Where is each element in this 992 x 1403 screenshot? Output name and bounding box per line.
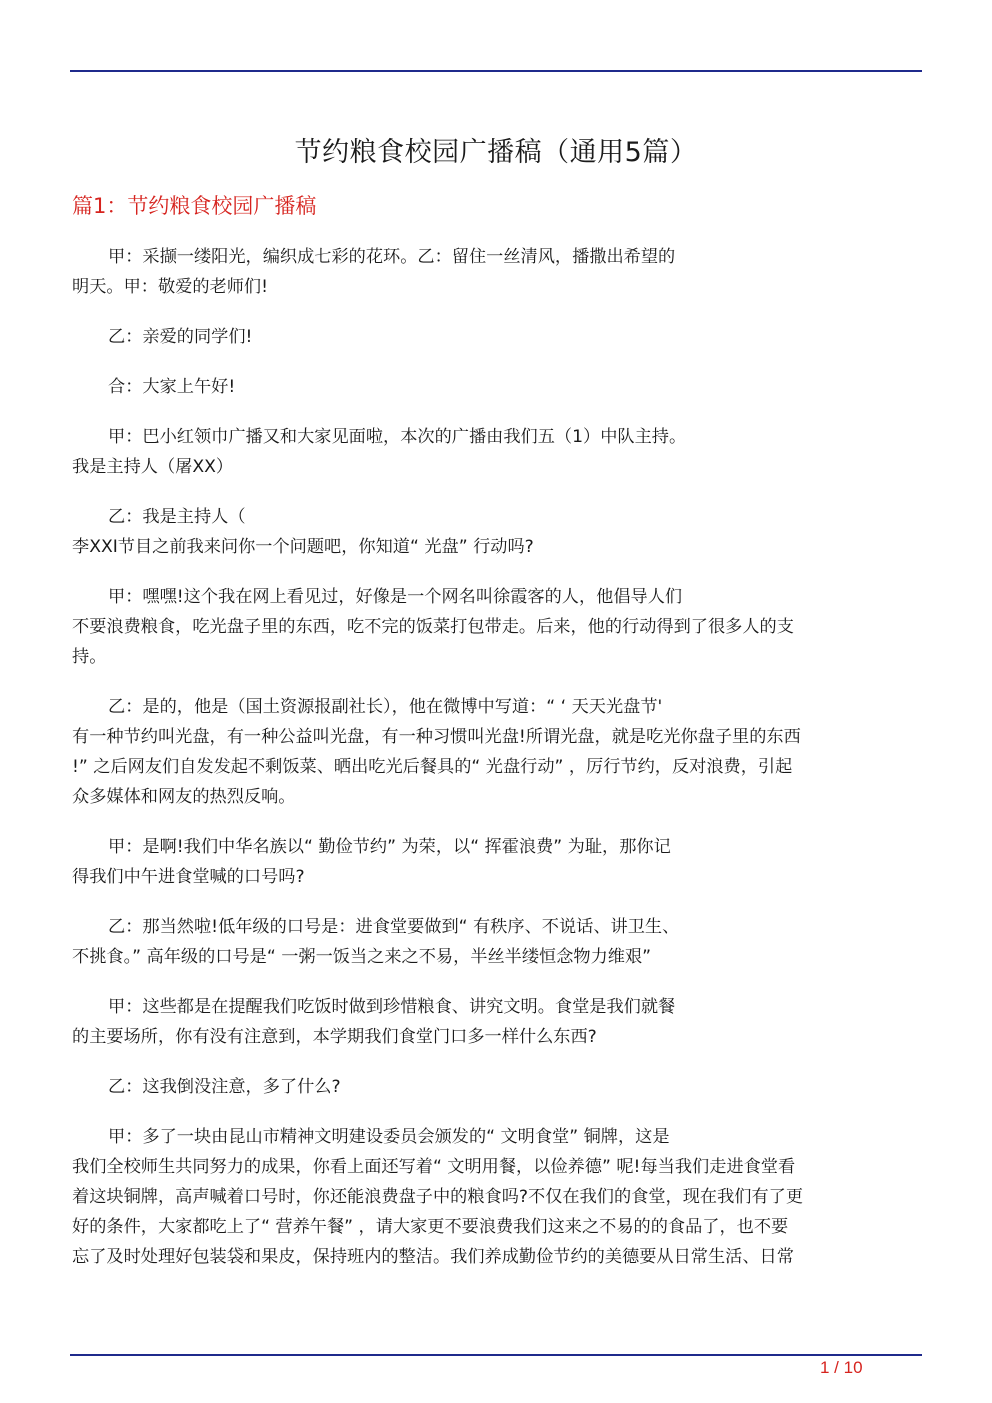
paragraph-line: !” 之后网友们自发发起不剩饭菜、晒出吃光后餐具的“ 光盘行动” ，厉行节约，反对浪费，引起 xyxy=(72,757,793,777)
paragraph xyxy=(72,992,920,1052)
document-body xyxy=(72,242,920,1292)
section-heading: 篇1：节约粮食校园广播稿 xyxy=(72,194,317,218)
paragraph xyxy=(72,1122,920,1272)
paragraph xyxy=(72,1072,920,1102)
paragraph-line: 甲：巴小红领巾广播又和大家见面啦，本次的广播由我们五（1）中队主持。 xyxy=(108,427,687,447)
paragraph-line: 甲：这些都是在提醒我们吃饭时做到珍惜粮食、讲究文明。食堂是我们就餐 xyxy=(108,997,676,1017)
paragraph-line: 李XXI节目之前我来问你一个问题吧，你知道“ 光盘” 行动吗? xyxy=(72,537,534,557)
paragraph xyxy=(72,422,920,482)
paragraph-line: 我是主持人（屠XX） xyxy=(72,457,234,477)
paragraph xyxy=(72,582,920,672)
paragraph xyxy=(72,242,920,302)
footer-rule xyxy=(70,1354,922,1356)
paragraph-line: 乙：我是主持人（ xyxy=(108,507,246,527)
paragraph-line: 乙：那当然啦!低年级的口号是：进食堂要做到“ 有秩序、不说话、讲卫生、 xyxy=(108,917,680,937)
paragraph xyxy=(72,372,920,402)
paragraph-line: 乙：亲爱的同学们! xyxy=(108,327,253,347)
paragraph-line: 甲：是啊!我们中华名族以“ 勤俭节约” 为荣，以“ 挥霍浪费” 为耻，那你记 xyxy=(108,837,671,857)
paragraph-line: 有一种节约叫光盘，有一种公益叫光盘，有一种习惯叫光盘!所谓光盘，就是吃光你盘子里的东西 xyxy=(72,727,801,747)
paragraph-line: 忘了及时处理好包装袋和果皮，保持班内的整洁。我们养成勤俭节约的美德要从日常生活、日常 xyxy=(72,1247,794,1267)
paragraph-line: 着这块铜牌，高声喊着口号时，你还能浪费盘子中的粮食吗?不仅在我们的食堂，现在我们有了更 xyxy=(72,1187,804,1207)
paragraph-line: 不要浪费粮食，吃光盘子里的东西，吃不完的饭菜打包带走。后来，他的行动得到了很多人的支 xyxy=(72,617,794,637)
paragraph-line: 甲：嘿嘿!这个我在网上看见过，好像是一个网名叫徐霞客的人，他倡导人们 xyxy=(108,587,683,607)
paragraph xyxy=(72,322,920,352)
paragraph xyxy=(72,692,920,812)
paragraph-line: 乙：是的，他是（国土资源报副社长），他在微博中写道：“ ‘ 天天光盘节' xyxy=(108,697,663,717)
paragraph-line: 明天。甲：敬爱的老师们! xyxy=(72,277,268,297)
paragraph-line: 的主要场所，你有没有注意到，本学期我们食堂门口多一样什么东西? xyxy=(72,1027,597,1047)
paragraph-line: 不挑食。” 高年级的口号是“ 一粥一饭当之来之不易，半丝半缕恒念物力维艰” xyxy=(72,947,652,967)
paragraph-line: 得我们中午进食堂喊的口号吗? xyxy=(72,867,305,887)
paragraph-line: 我们全校师生共同努力的成果，你看上面还写着“ 文明用餐，以俭养德” 呢!每当我们走进食堂看 xyxy=(72,1157,796,1177)
paragraph-line: 甲：多了一块由昆山市精神文明建设委员会颁发的“ 文明食堂” 铜牌，这是 xyxy=(108,1127,670,1147)
paragraph xyxy=(72,912,920,972)
document-title: 节约粮食校园广播稿（通用5篇） xyxy=(294,137,698,168)
paragraph-line: 甲：采撷一缕阳光，编织成七彩的花环。乙：留住一丝清风，播撒出希望的 xyxy=(108,247,676,267)
paragraph-line: 众多媒体和网友的热烈反响。 xyxy=(72,787,296,807)
header-rule xyxy=(70,70,922,72)
paragraph-line: 好的条件，大家都吃上了“ 营养午餐” ，请大家更不要浪费我们这来之不易的的食品了，也不要 xyxy=(72,1217,789,1237)
paragraph-line: 合：大家上午好! xyxy=(108,377,236,397)
paragraph-line: 持。 xyxy=(72,647,107,667)
paragraph-line: 乙：这我倒没注意，多了什么? xyxy=(108,1077,341,1097)
page-number: 1 / 10 xyxy=(820,1358,863,1377)
paragraph xyxy=(72,832,920,892)
paragraph xyxy=(72,502,920,562)
